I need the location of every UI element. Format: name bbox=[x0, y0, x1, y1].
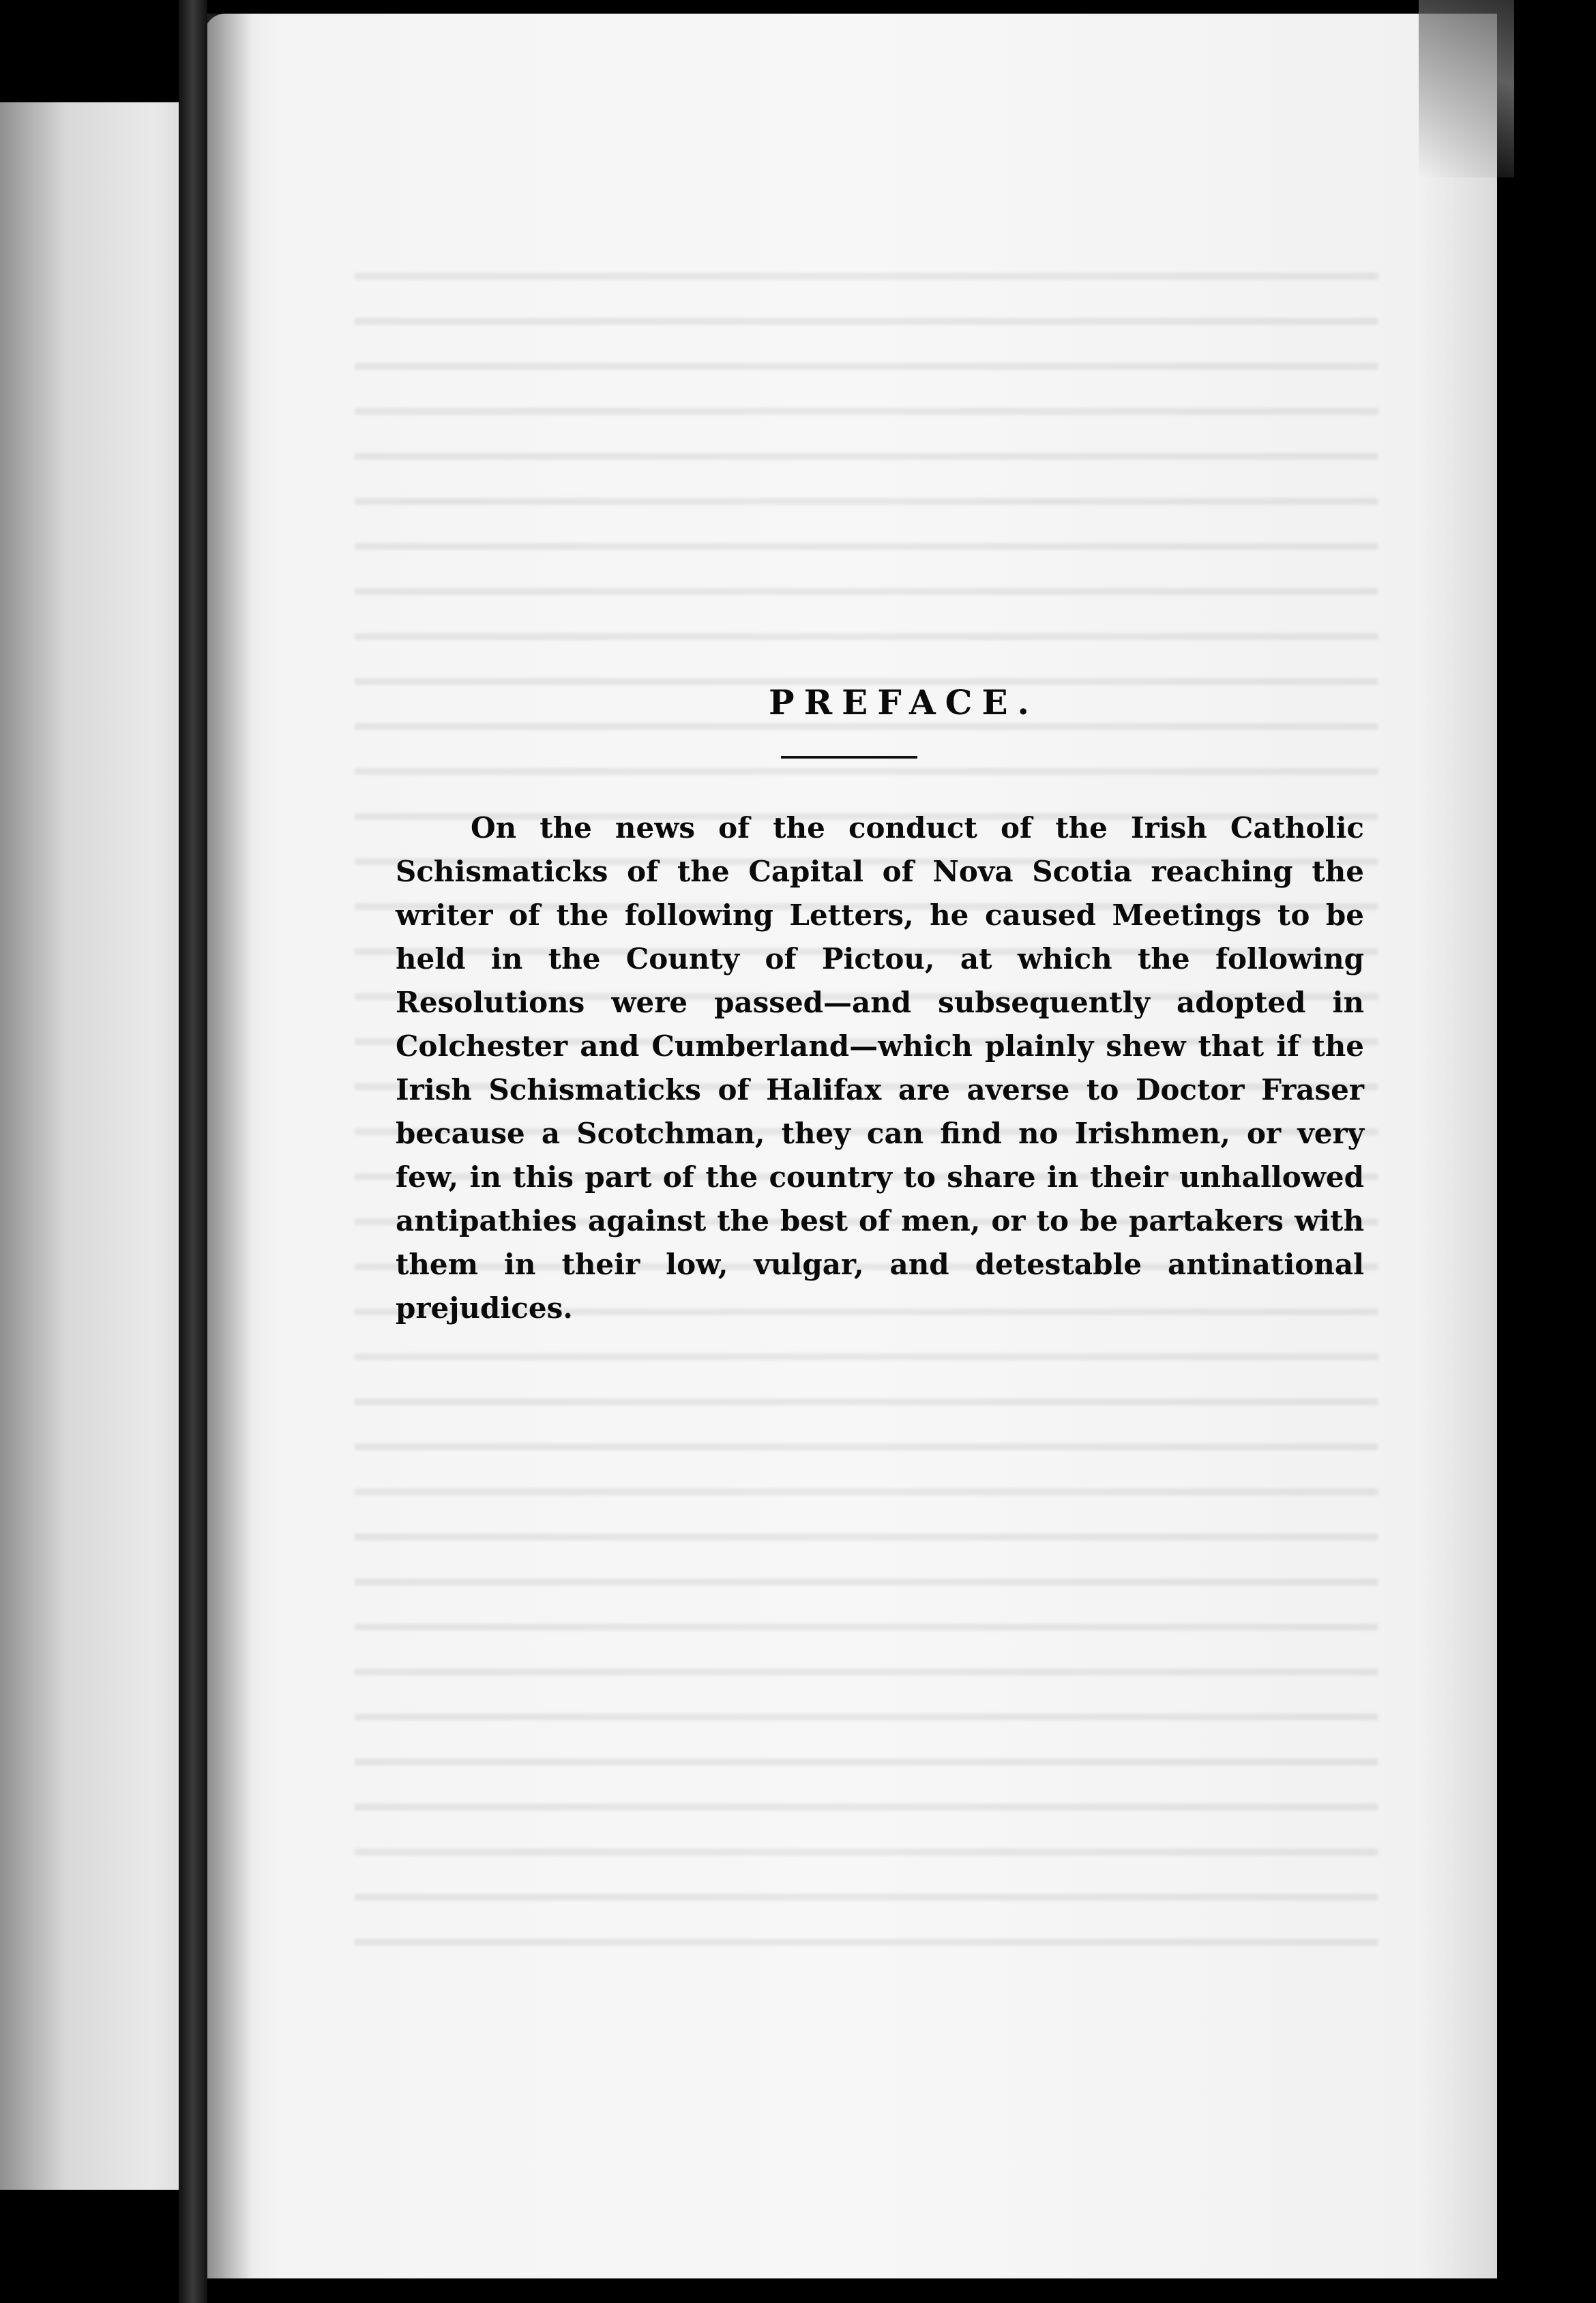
page-content bbox=[396, 675, 1364, 1330]
preface-paragraph: On the news of the conduct of the Irish Catholic Schismaticks of the Capital of Nova Scotia reaching the writer of the following Letters, he caused Meetings to be held in the County of Pictou, at which the following Resolutions were passed—and subsequently adopted in Colchester and Cumberland—which plainly shew that if the Irish Schismaticks of Halifax are averse to Doctor Fraser because a Scotchman, they can find no Irishmen, or very few, in this part of the country to share in their unhallowed antipathies against the best of men, or to be partakers with them in their low, vulgar, and detestable antinational prejudices. bbox=[396, 811, 1364, 1325]
preface-heading: PREFACE. bbox=[769, 682, 1039, 722]
heading-rule bbox=[781, 756, 917, 759]
frayed-corner bbox=[1419, 0, 1514, 177]
book-spine bbox=[179, 0, 207, 2303]
gutter-shadow bbox=[205, 14, 252, 2278]
